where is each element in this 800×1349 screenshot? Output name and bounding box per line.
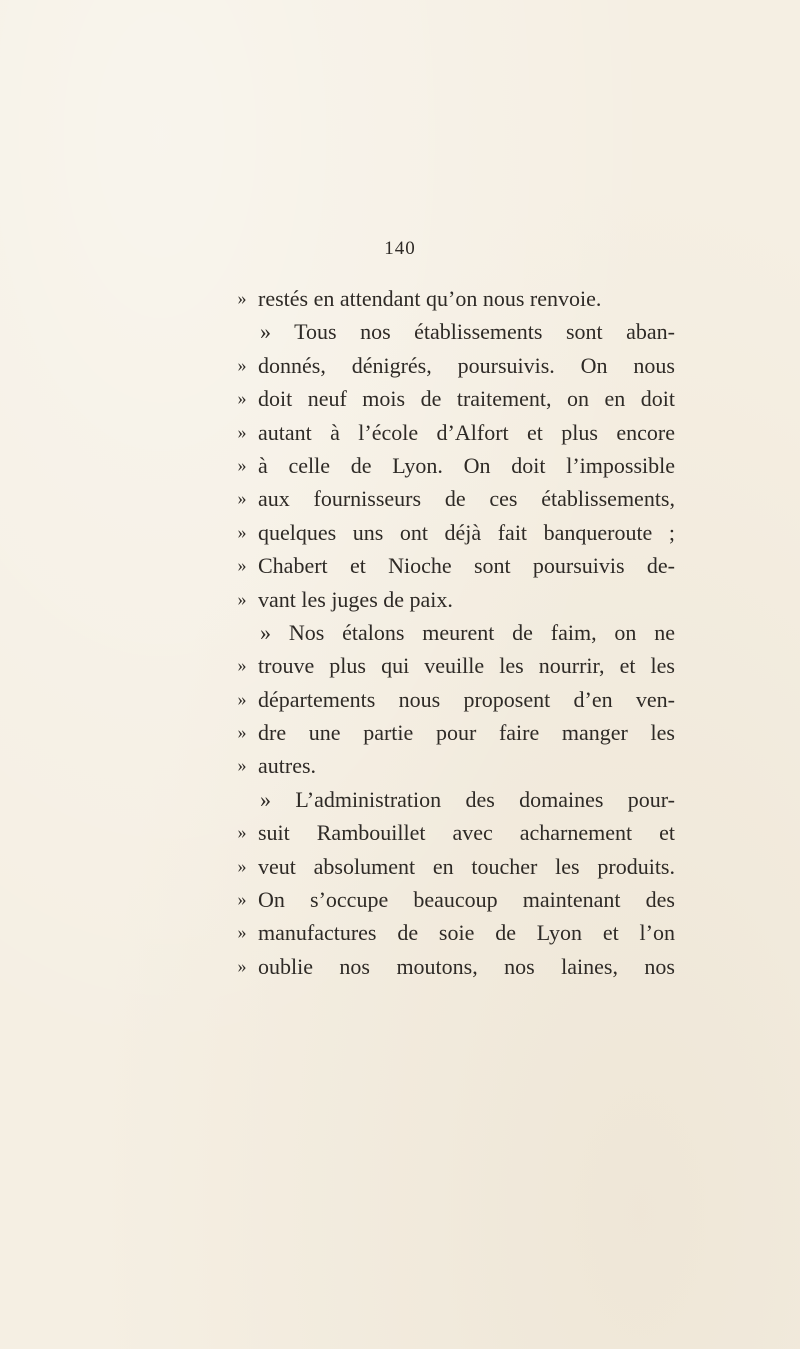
text-line <box>230 816 675 849</box>
line-text: quelques uns ont déjà fait banqueroute ; <box>258 519 675 545</box>
line-text: Chabert et Nioche sont poursuivis de- <box>258 553 675 579</box>
line-text: dre une partie pour faire manger les <box>258 720 675 746</box>
line-text: départements nous proposent d’en ven- <box>258 686 675 712</box>
text-line <box>230 649 675 682</box>
line-text: On s’occupe beaucoup maintenant des <box>258 887 675 913</box>
line-text: veut absolument en toucher les produits. <box>258 853 675 879</box>
quote-mark: » <box>237 955 247 976</box>
line-text: suit Rambouillet avec acharnement et <box>258 820 675 846</box>
quote-mark: » <box>237 454 247 475</box>
line-text: vant les juges de paix. <box>258 586 453 612</box>
line-text: oublie nos moutons, nos laines, nos <box>258 953 675 979</box>
line-text: » L’administration des domaines pour- <box>260 786 675 812</box>
text-line <box>230 850 675 883</box>
line-text: trouve plus qui veuille les nourrir, et les <box>258 653 675 679</box>
quote-mark: » <box>237 288 247 308</box>
text-line <box>230 716 675 749</box>
quote-mark: » <box>237 488 247 509</box>
line-text: à celle de Lyon. On doit l’impossible <box>258 452 675 478</box>
text-line <box>230 950 675 983</box>
line-text: manufactures de soie de Lyon et l’on <box>258 920 675 946</box>
page-number: 140 <box>384 238 416 259</box>
text-line <box>230 883 675 916</box>
quote-mark: » <box>237 354 247 375</box>
quote-mark: » <box>237 822 247 843</box>
quote-mark: » <box>237 521 247 542</box>
quote-mark: » <box>237 555 247 576</box>
line-text: autant à l’école d’Alfort et plus encore <box>258 419 675 445</box>
text-line <box>230 416 675 449</box>
line-text: » Tous nos établissements sont aban- <box>260 319 675 345</box>
quote-mark: » <box>237 688 247 709</box>
text-line <box>230 749 675 782</box>
text-line <box>230 282 675 315</box>
quote-mark: » <box>237 421 247 442</box>
line-text: autres. <box>258 753 317 779</box>
text-line <box>230 449 675 482</box>
line-text: aux fournisseurs de ces établissements, <box>258 486 675 512</box>
text-line <box>230 683 675 716</box>
text-line <box>230 349 675 382</box>
quote-mark: » <box>237 755 247 776</box>
line-text: donnés, dénigrés, poursuivis. On nous <box>258 352 675 378</box>
text-line <box>230 616 675 649</box>
text-line <box>230 516 675 549</box>
line-text: restés en attendant qu’on nous renvoie. <box>258 286 602 311</box>
text-line <box>230 549 675 582</box>
quote-mark: » <box>237 889 247 910</box>
text-line <box>230 382 675 415</box>
line-text: doit neuf mois de traitement, on en doit <box>258 386 675 412</box>
quote-mark: » <box>237 722 247 743</box>
text-line <box>230 583 675 616</box>
quote-mark: » <box>237 388 247 409</box>
text-line <box>230 916 675 949</box>
text-line <box>230 315 675 348</box>
text-line <box>230 482 675 515</box>
text-line <box>230 783 675 816</box>
body-text <box>230 282 675 983</box>
quote-mark: » <box>237 588 247 609</box>
quote-mark: » <box>237 922 247 943</box>
line-text: » Nos étalons meurent de faim, on ne <box>260 619 675 645</box>
quote-mark: » <box>237 655 247 676</box>
quote-mark: » <box>237 855 247 876</box>
